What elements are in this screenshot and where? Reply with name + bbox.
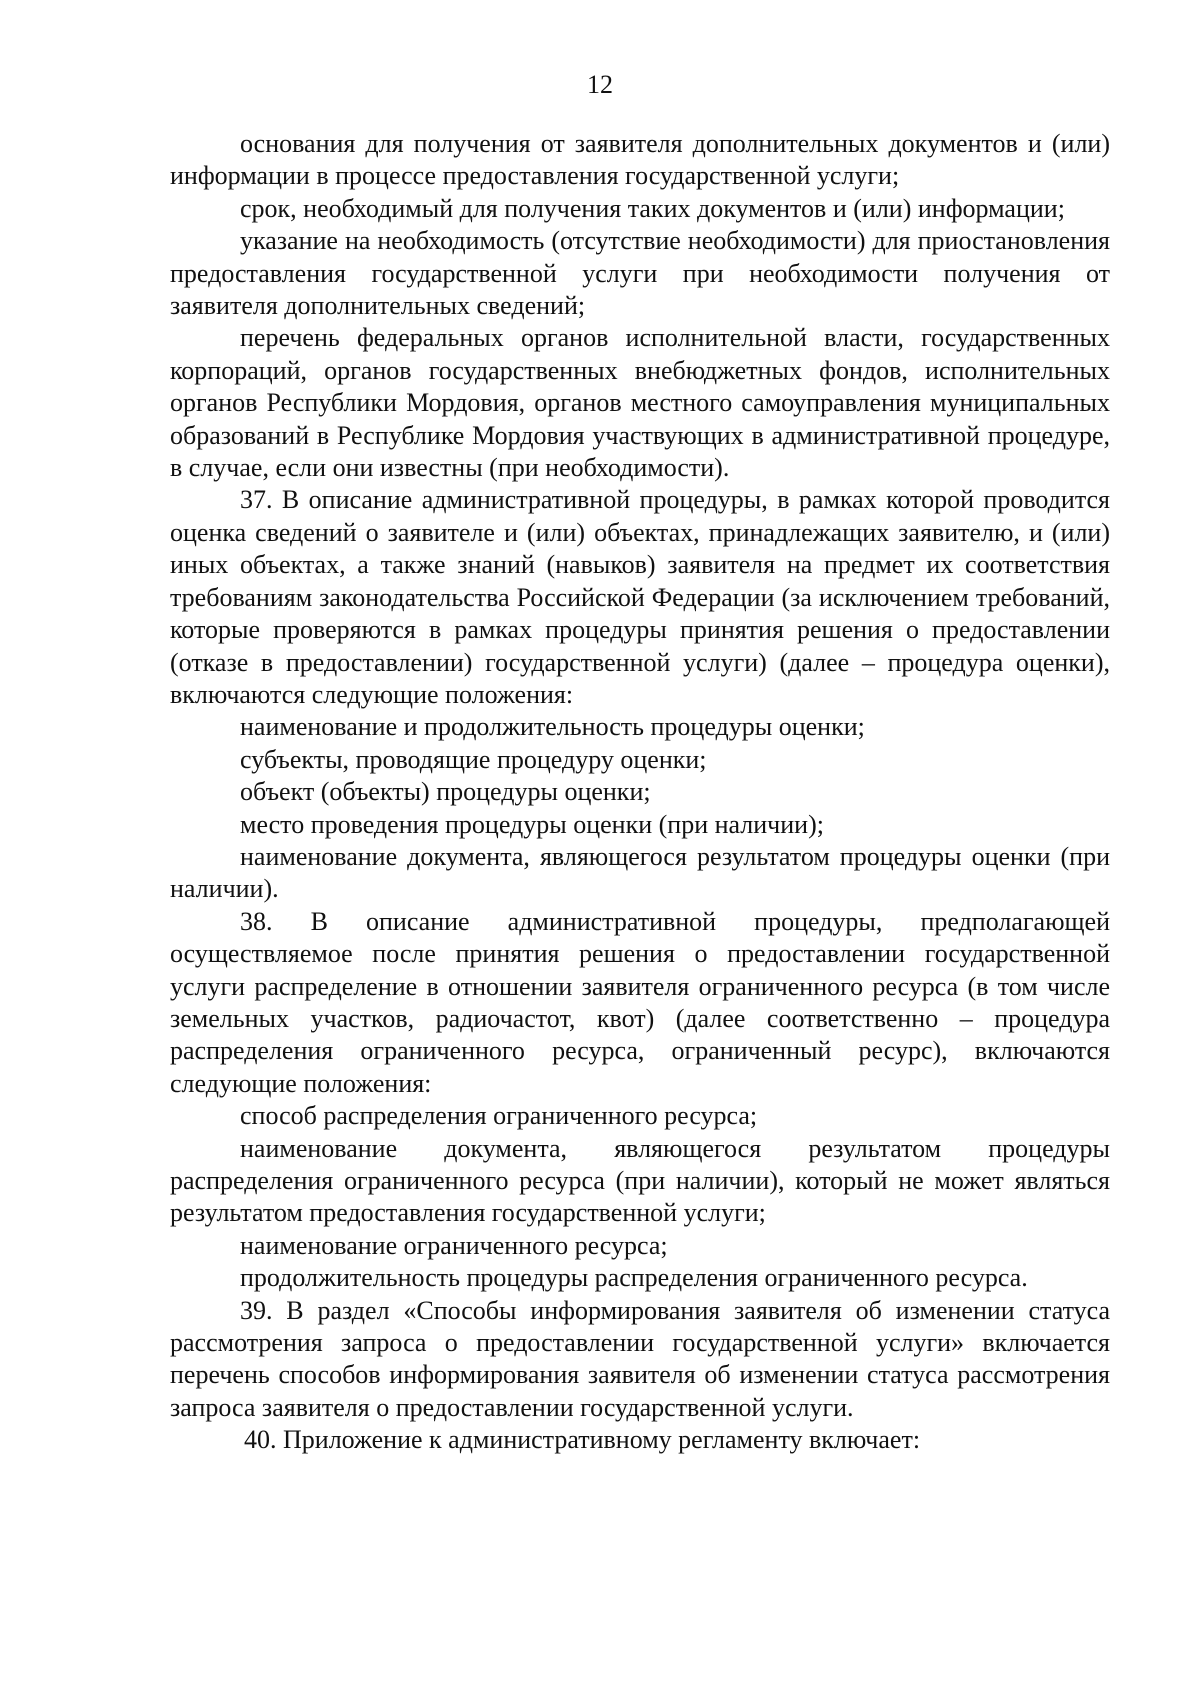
paragraph-distribution-document: наименование документа, являющегося результатом процедуры распределения ограниченного ресурса (при наличии), который не может являться результатом предоставления государственной услуги; — [170, 1133, 1110, 1228]
paragraph-assessment-document: наименование документа, являющегося результатом процедуры оценки (при наличии). — [170, 841, 1110, 904]
paragraph-assessment-name: наименование и продолжительность процедуры оценки; — [240, 712, 865, 742]
paragraph-suspension: указание на необходимость (отсутствие необходимости) для приостановления предоставления государственной услуги при необходимости получения от заявителя дополнительных сведений; — [170, 226, 1110, 321]
page-number: 12 — [587, 70, 613, 99]
paragraph-37: 37. В описание административной процедуры, в рамках которой проводится оценка сведений о заявителе и (или) объектах, принадлежащих заявителю, и (или) иных объектах, а также знаний (навыков) заявителя на предмет их соответствия требованиям законодательства Российской Федерации (за исключением требований, которые проверяются в рамках процедуры принятия решения о предоставлении (отказе в предоставлении) государственной услуги) (далее – процедура оценки), включаются следующие положения: — [170, 485, 1110, 709]
paragraph-40: 40. Приложение к административному регламенту включает: — [244, 1425, 921, 1455]
paragraph-assessment-subjects: субъекты, проводящие процедуру оценки; — [240, 744, 707, 774]
paragraph-term: срок, необходимый для получения таких документов и (или) информации; — [240, 193, 1065, 223]
paragraph-resource-name: наименование ограниченного ресурса; — [240, 1230, 668, 1260]
paragraph-38: 38. В описание административной процедуры, предполагающей осуществляемое после принятия решения о предоставлении государственной услуги распределение в отношении заявителя ограниченного ресурса (в том числе земельных участков, радиочастот, квот) (далее соответственно – процедура распределения ограниченного ресурса, ограниченный ресурс), включаются следующие положения: — [170, 906, 1110, 1098]
paragraph-authorities-list: перечень федеральных органов исполнительной власти, государственных корпораций, органов государственных внебюджетных фондов, исполнительных органов Республики Мордовия, органов местного самоуправления муниципальных образований в Республике Мордовия участвующих в административной процедуре, в случае, если они известны (при необходимости). — [170, 323, 1110, 483]
paragraph-39: 39. В раздел «Способы информирования заявителя об изменении статуса рассмотрения запроса о предоставлении государственной услуги» включается перечень способов информирования заявителя об изменении статуса рассмотрения запроса заявителя о предоставлении государственной услуги. — [170, 1295, 1110, 1422]
paragraph-assessment-place: место проведения процедуры оценки (при наличии); — [240, 809, 824, 839]
paragraph-distribution-duration: продолжительность процедуры распределения ограниченного ресурса. — [240, 1263, 1028, 1293]
document-body — [170, 128, 1110, 1457]
paragraph-grounds: основания для получения от заявителя дополнительных документов и (или) информации в процессе предоставления государственной услуги; — [170, 129, 1110, 191]
paragraph-distribution-method: способ распределения ограниченного ресурса; — [240, 1101, 758, 1131]
paragraph-assessment-objects: объект (объекты) процедуры оценки; — [240, 777, 651, 807]
